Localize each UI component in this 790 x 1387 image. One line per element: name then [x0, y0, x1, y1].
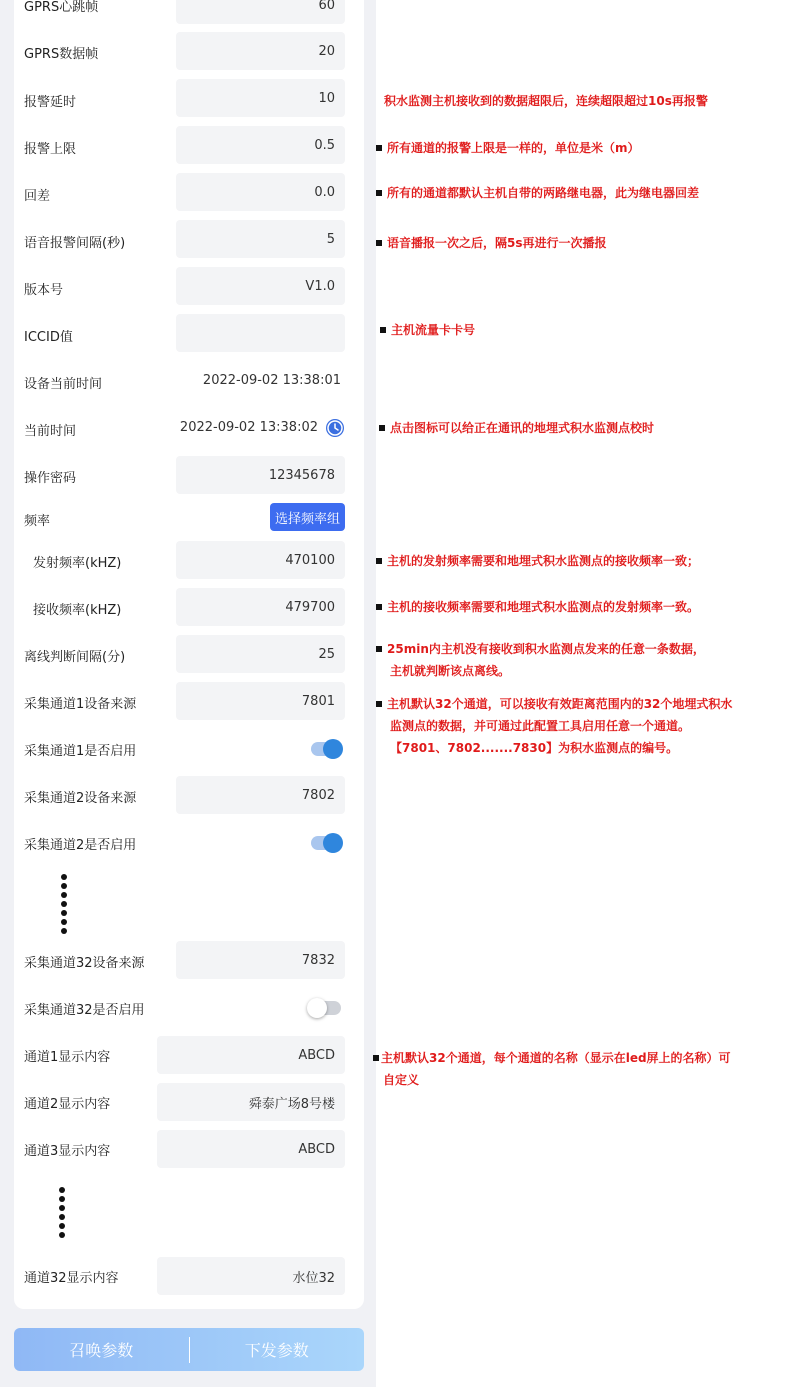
display3-label: 通道3显示内容 [24, 1144, 111, 1159]
note-alarm-delay [384, 90, 708, 112]
bullet-icon [376, 646, 382, 652]
note-channels-line2: 监测点的数据，并可通过此配置工具启用任意一个通道。 [390, 719, 691, 733]
recall-params-button[interactable]: 召唤参数 [69, 1341, 134, 1360]
channel32-source-label: 采集通道32设备来源 [24, 956, 145, 971]
note-alarm-limit-text: 所有通道的报警上限是一样的，单位是米（m） [387, 141, 640, 155]
note-tx-text: 主机的发射频率需要和地埋式积水监测点的接收频率一致； [387, 554, 700, 568]
channel1-source-label: 采集通道1设备来源 [24, 697, 137, 712]
version-label: 版本号 [24, 283, 64, 298]
note-offline-line1: 25min内主机没有接收到积水监测点发来的任意一条数据， [387, 642, 705, 656]
data-frame-label: GPRS数据帧 [24, 47, 99, 62]
send-params-button[interactable]: 下发参数 [244, 1341, 309, 1360]
channel2-enabled-label: 采集通道2是否启用 [24, 838, 137, 853]
heartbeat-label: GPRS心跳帧 [24, 0, 99, 15]
tx-frequency-input[interactable]: 470100 [176, 541, 345, 579]
channel32-enabled-toggle[interactable] [311, 1001, 341, 1015]
display2-label: 通道2显示内容 [24, 1097, 111, 1112]
bullet-icon [379, 425, 385, 431]
clock-sync-icon[interactable] [326, 419, 344, 437]
note-display-line2: 自定义 [383, 1073, 420, 1087]
voice-interval-label: 语音报警间隔(秒) [24, 236, 126, 251]
tx-frequency-label: 发射频率(kHZ) [33, 556, 122, 571]
bullet-icon [376, 190, 382, 196]
channel1-enabled-label: 采集通道1是否启用 [24, 744, 137, 759]
heartbeat-input[interactable]: 60 [176, 0, 345, 24]
bullet-icon [376, 604, 382, 610]
iccid-label: ICCID值 [24, 330, 73, 345]
note-hysteresis-text: 所有的通道都默认主机自带的两路继电器，此为继电器回差 [387, 186, 700, 200]
display2-input[interactable]: 舜泰广场8号楼 [157, 1083, 345, 1121]
display1-input[interactable]: ABCD [157, 1036, 345, 1074]
channel1-source-input[interactable]: 7801 [176, 682, 345, 720]
note-voice-text: 语音播报一次之后，隔5s再进行一次播报 [387, 236, 607, 250]
bullet-icon [380, 327, 386, 333]
note-tx [376, 550, 699, 572]
current-time-value: 2022-09-02 13:38:02 [179, 420, 318, 435]
frequency-label: 频率 [24, 514, 51, 529]
channel2-enabled-toggle[interactable] [311, 836, 341, 850]
bullet-icon [376, 240, 382, 246]
alarm-delay-label: 报警延时 [24, 95, 77, 110]
channel1-enabled-toggle[interactable] [311, 742, 341, 756]
offline-interval-label: 离线判断间隔(分) [24, 650, 126, 665]
password-input[interactable]: 12345678 [176, 456, 345, 494]
bullet-icon [376, 558, 382, 564]
channel32-enabled-label: 采集通道32是否启用 [24, 1003, 145, 1018]
bullet-icon [373, 1055, 379, 1061]
note-hysteresis [376, 182, 699, 204]
note-display [373, 1047, 731, 1091]
note-channels-line3: 【7801、7802.......7830】为积水监测点的编号。 [390, 741, 679, 755]
data-frame-input[interactable]: 20 [176, 32, 345, 70]
iccid-field[interactable] [176, 314, 345, 352]
device-time-value: 2022-09-02 13:38:01 [202, 373, 341, 388]
select-frequency-group-button[interactable]: 选择频率组 [270, 503, 345, 531]
note-rx-text: 主机的接收频率需要和地埋式积水监测点的发射频率一致。 [387, 600, 700, 614]
offline-interval-input[interactable]: 25 [176, 635, 345, 673]
note-rx [376, 596, 699, 618]
alarm-limit-label: 报警上限 [24, 142, 77, 157]
channel32-source-input[interactable]: 7832 [176, 941, 345, 979]
password-label: 操作密码 [24, 471, 77, 486]
note-alarm-limit [376, 137, 640, 159]
action-bar [14, 1328, 364, 1371]
hysteresis-label: 回差 [24, 189, 51, 204]
bullet-icon [376, 145, 382, 151]
version-field: V1.0 [176, 267, 345, 305]
note-offline-line2: 主机就判断该点离线。 [390, 664, 511, 678]
note-channels-line1: 主机默认32个通道，可以接收有效距离范围内的32个地埋式积水 [387, 697, 733, 711]
note-iccid [380, 319, 475, 341]
alarm-limit-input[interactable]: 0.5 [176, 126, 345, 164]
channel2-source-label: 采集通道2设备来源 [24, 791, 137, 806]
note-offline [376, 638, 705, 682]
note-time-text: 点击图标可以给正在通讯的地埋式积水监测点校时 [390, 421, 655, 435]
vertical-ellipsis-icon [61, 874, 67, 937]
display32-label: 通道32显示内容 [24, 1271, 119, 1286]
note-channels [376, 693, 732, 759]
note-display-line1: 主机默认32个通道，每个通道的名称（显示在led屏上的名称）可 [381, 1051, 731, 1065]
rx-frequency-label: 接收频率(kHZ) [33, 603, 122, 618]
current-time-label: 当前时间 [24, 424, 77, 439]
rx-frequency-input[interactable]: 479700 [176, 588, 345, 626]
voice-interval-input[interactable]: 5 [176, 220, 345, 258]
channel2-source-input[interactable]: 7802 [176, 776, 345, 814]
vertical-ellipsis-icon-2 [59, 1187, 65, 1241]
display32-input[interactable]: 水位32 [157, 1257, 345, 1295]
display3-input[interactable]: ABCD [157, 1130, 345, 1168]
note-time [379, 417, 654, 439]
note-voice [376, 232, 607, 254]
device-time-label: 设备当前时间 [24, 377, 103, 392]
note-alarm-delay-text: 积水监测主机接收到的数据超限后，连续超限超过10s再报警 [384, 94, 708, 108]
alarm-delay-input[interactable]: 10 [176, 79, 345, 117]
bullet-icon [376, 701, 382, 707]
hysteresis-input[interactable]: 0.0 [176, 173, 345, 211]
note-iccid-text: 主机流量卡卡号 [391, 323, 476, 337]
display1-label: 通道1显示内容 [24, 1050, 111, 1065]
